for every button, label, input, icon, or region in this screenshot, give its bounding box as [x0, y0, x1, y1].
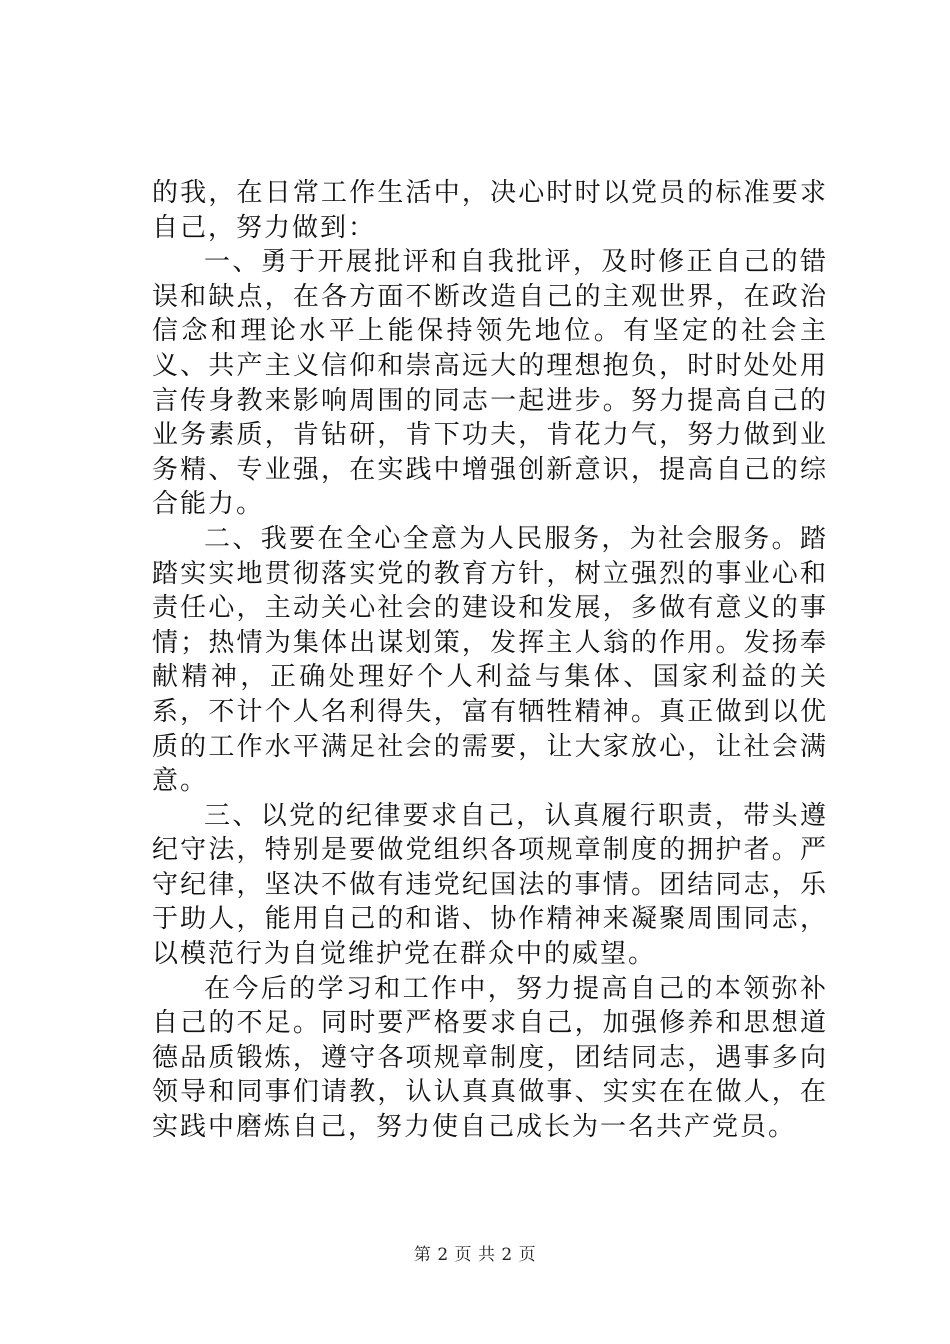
paragraph-point-one: 一、勇于开展批评和自我批评，及时修正自己的错误和缺点，在各方面不断改造自己的主观世界，在政治信念和理论水平上能保持领先地位。有坚定的社会主义、共产主义信仰和崇高远大的理想抱负，时时处处用言传身教来影响周围的同志一起进步。努力提高自己的业务素质，肯钻研，肯下功夫，肯花力气，努力做到业务精、专业强，在实践中增强创新意识，提高自己的综合能力。: [152, 247, 828, 520]
paragraph-continuation: 的我，在日常工作生活中，决心时时以党员的标准要求自己，努力做到：: [152, 178, 828, 243]
paragraph-point-two: 二、我要在全心全意为人民服务，为社会服务。踏踏实实地贯彻落实党的教育方针，树立强烈的事业心和责任心，主动关心社会的建设和发展，多做有意义的事情；热情为集体出谋划策，发挥主人翁的作用。发扬奉献精神，正确处理好个人利益与集体、国家利益的关系，不计个人名利得失，富有牺牲精神。真正做到以优质的工作水平满足社会的需要，让大家放心，让社会满意。: [152, 523, 828, 797]
paragraph-point-three: 三、以党的纪律要求自己，认真履行职责，带头遵纪守法，特别是要做党组织各项规章制度的拥护者。严守纪律，坚决不做有违党纪国法的事情。团结同志，乐于助人，能用自己的和谐、协作精神来凝聚周围同志，以模范行为自觉维护党在群众中的威望。: [152, 800, 828, 970]
page-number-footer: 第 2 页 共 2 页: [413, 1245, 537, 1265]
document-body: [152, 176, 828, 1145]
paragraph-conclusion: 在今后的学习和工作中，努力提高自己的本领弥补自己的不足。同时要严格要求自己，加强修养和思想道德品质锻炼，遵守各项规章制度，团结同志，遇事多向领导和同事们请教，认认真真做事、实实在在做人，在实践中磨炼自己，努力使自己成长为一名共产党员。: [152, 973, 828, 1143]
